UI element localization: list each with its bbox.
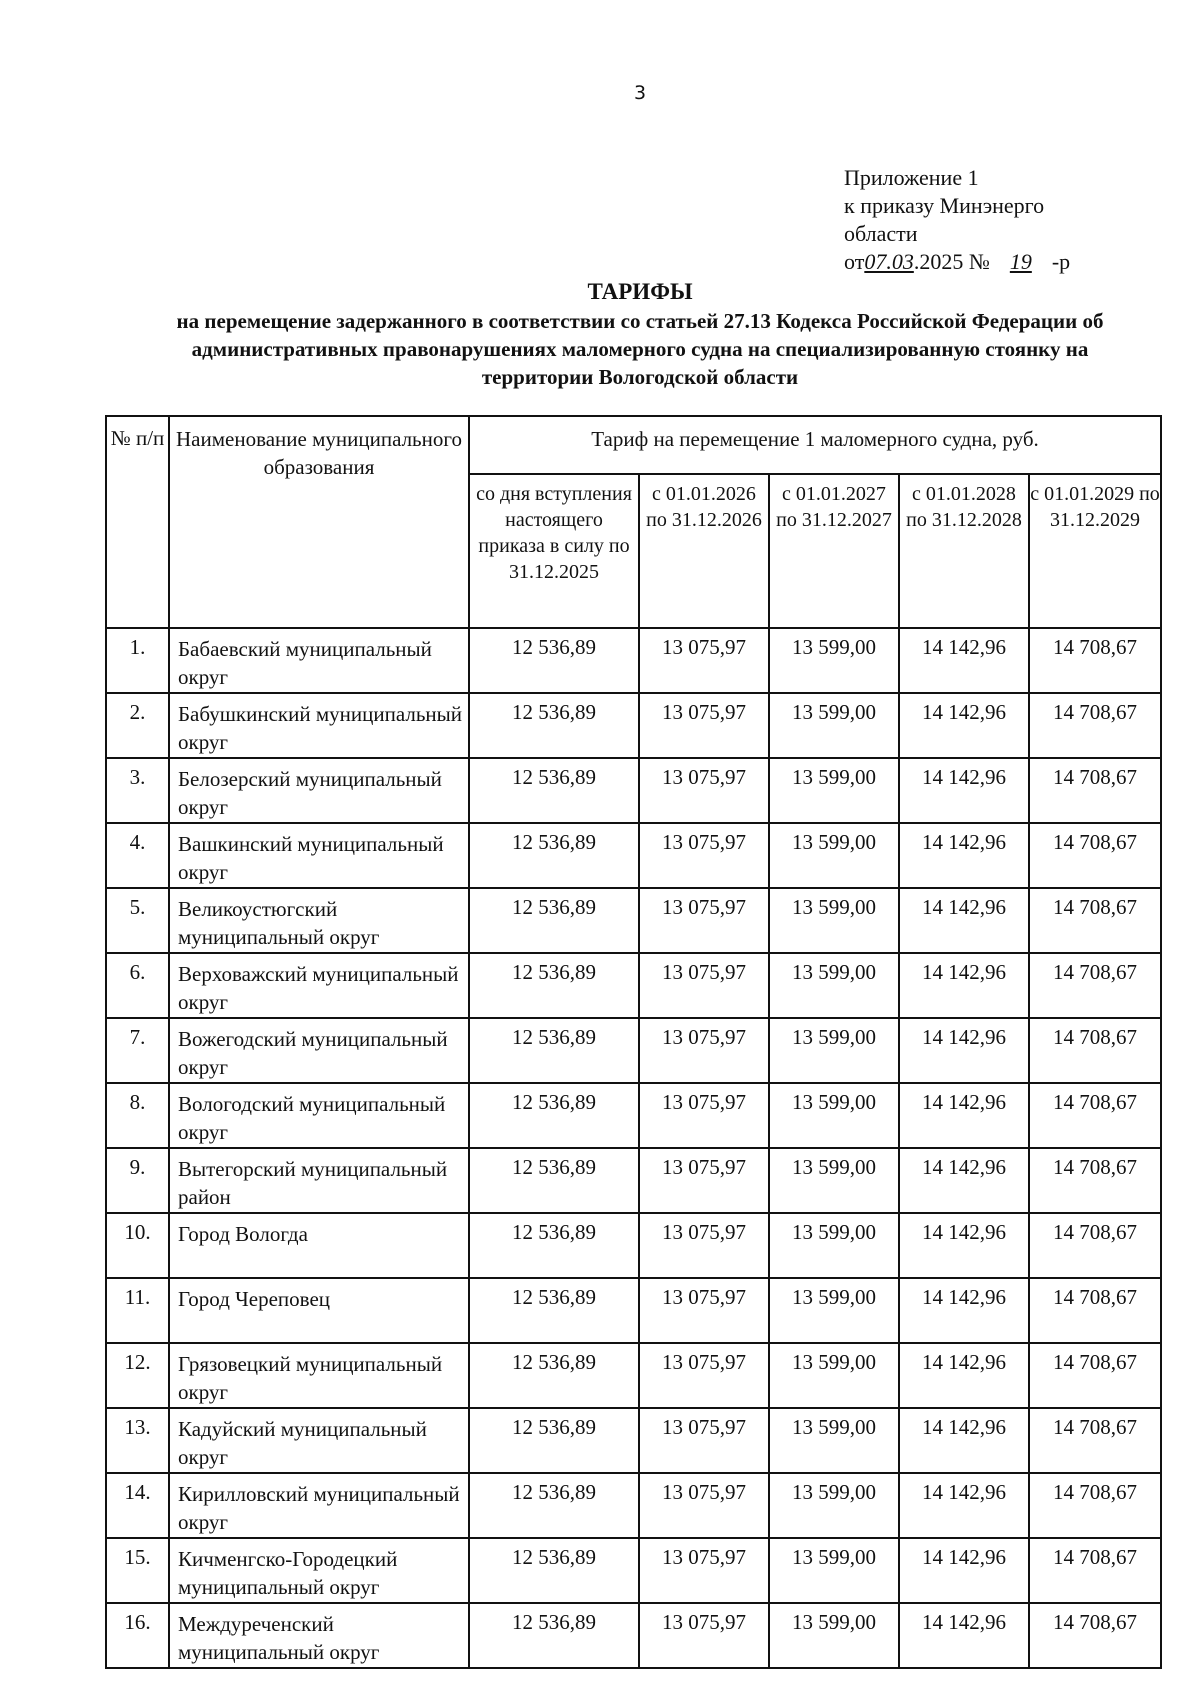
municipality-name: Кирилловский муниципальный округ bbox=[169, 1473, 469, 1538]
header-period-2026: с 01.01.2026 по 31.12.2026 bbox=[639, 474, 769, 628]
tariff-value: 14 708,67 bbox=[1029, 1018, 1161, 1083]
table-row bbox=[106, 628, 1161, 693]
tariff-value: 14 142,96 bbox=[899, 1603, 1029, 1668]
tariff-value: 13 599,00 bbox=[769, 1018, 899, 1083]
tariff-value: 13 075,97 bbox=[639, 1473, 769, 1538]
tariff-table bbox=[105, 415, 1162, 1669]
tariff-value: 13 599,00 bbox=[769, 1408, 899, 1473]
row-number: 1. bbox=[106, 628, 169, 693]
tariff-value: 12 536,89 bbox=[469, 1538, 639, 1603]
tariff-value: 14 142,96 bbox=[899, 953, 1029, 1018]
tariff-value: 14 708,67 bbox=[1029, 888, 1161, 953]
date-day: 07.03 bbox=[864, 249, 914, 274]
tariff-value: 14 708,67 bbox=[1029, 823, 1161, 888]
table-row bbox=[106, 953, 1161, 1018]
tariff-value: 14 708,67 bbox=[1029, 628, 1161, 693]
tariff-value: 13 075,97 bbox=[639, 888, 769, 953]
table-row bbox=[106, 693, 1161, 758]
municipality-name: Вашкинский муниципальный округ bbox=[169, 823, 469, 888]
municipality-name: Кичменгско-Городецкий муниципальный округ bbox=[169, 1538, 469, 1603]
table-row bbox=[106, 758, 1161, 823]
tariff-value: 12 536,89 bbox=[469, 1213, 639, 1278]
tariff-value: 13 075,97 bbox=[639, 758, 769, 823]
tariff-value: 13 075,97 bbox=[639, 1408, 769, 1473]
tariff-value: 14 142,96 bbox=[899, 628, 1029, 693]
date-prefix: от bbox=[844, 249, 865, 274]
tariff-value: 14 708,67 bbox=[1029, 1473, 1161, 1538]
tariff-value: 13 075,97 bbox=[639, 1538, 769, 1603]
tariff-value: 12 536,89 bbox=[469, 1408, 639, 1473]
appendix-date-line bbox=[844, 248, 1144, 276]
row-number: 7. bbox=[106, 1018, 169, 1083]
row-number: 4. bbox=[106, 823, 169, 888]
tariff-value: 14 142,96 bbox=[899, 693, 1029, 758]
tariff-value: 13 599,00 bbox=[769, 1538, 899, 1603]
tariff-value: 13 599,00 bbox=[769, 693, 899, 758]
tariff-value: 14 708,67 bbox=[1029, 1408, 1161, 1473]
tariff-value: 13 075,97 bbox=[639, 1083, 769, 1148]
header-period-2027: с 01.01.2027 по 31.12.2027 bbox=[769, 474, 899, 628]
tariff-value: 14 142,96 bbox=[899, 1538, 1029, 1603]
tariff-value: 14 708,67 bbox=[1029, 1213, 1161, 1278]
tariff-value: 14 708,67 bbox=[1029, 1603, 1161, 1668]
tariff-value: 14 708,67 bbox=[1029, 758, 1161, 823]
municipality-name: Вытегорский муниципальный район bbox=[169, 1148, 469, 1213]
tariff-value: 14 708,67 bbox=[1029, 1148, 1161, 1213]
tariff-value: 13 075,97 bbox=[639, 1603, 769, 1668]
tariff-value: 14 142,96 bbox=[899, 1473, 1029, 1538]
table-row bbox=[106, 823, 1161, 888]
municipality-name: Бабушкинский муниципальный округ bbox=[169, 693, 469, 758]
page-number: 3 bbox=[633, 82, 647, 104]
row-number: 2. bbox=[106, 693, 169, 758]
table-row bbox=[106, 1538, 1161, 1603]
tariff-value: 13 075,97 bbox=[639, 953, 769, 1018]
tariff-value: 14 142,96 bbox=[899, 1408, 1029, 1473]
tariff-value: 14 142,96 bbox=[899, 1083, 1029, 1148]
tariff-value: 12 536,89 bbox=[469, 628, 639, 693]
tariff-value: 13 599,00 bbox=[769, 1083, 899, 1148]
tariff-value: 14 708,67 bbox=[1029, 1083, 1161, 1148]
municipality-name: Междуреченский муниципальный округ bbox=[169, 1603, 469, 1668]
municipality-name: Белозерский муниципальный округ bbox=[169, 758, 469, 823]
municipality-name: Грязовецкий муниципальный округ bbox=[169, 1343, 469, 1408]
date-rest: .2025 № bbox=[913, 249, 990, 274]
tariff-value: 13 075,97 bbox=[639, 1213, 769, 1278]
header-period-2025: со дня вступления настоящего приказа в силу по 31.12.2025 bbox=[469, 474, 639, 628]
tariff-value: 12 536,89 bbox=[469, 1473, 639, 1538]
tariff-value: 14 142,96 bbox=[899, 1278, 1029, 1343]
tariff-value: 13 075,97 bbox=[639, 1343, 769, 1408]
row-number: 13. bbox=[106, 1408, 169, 1473]
tariff-value: 13 599,00 bbox=[769, 1278, 899, 1343]
tariff-value: 12 536,89 bbox=[469, 1148, 639, 1213]
table-row bbox=[106, 1408, 1161, 1473]
tariff-value: 13 599,00 bbox=[769, 1603, 899, 1668]
tariff-value: 13 075,97 bbox=[639, 1018, 769, 1083]
tariff-value: 12 536,89 bbox=[469, 1083, 639, 1148]
tariff-value: 14 142,96 bbox=[899, 1213, 1029, 1278]
row-number: 6. bbox=[106, 953, 169, 1018]
row-number: 5. bbox=[106, 888, 169, 953]
order-suffix: -р bbox=[1051, 249, 1071, 274]
tariff-value: 13 599,00 bbox=[769, 1343, 899, 1408]
tariff-value: 14 708,67 bbox=[1029, 1538, 1161, 1603]
tariff-value: 12 536,89 bbox=[469, 1018, 639, 1083]
tariff-value: 12 536,89 bbox=[469, 693, 639, 758]
municipality-name: Вологодский муниципальный округ bbox=[169, 1083, 469, 1148]
municipality-name: Великоустюгский муниципальный округ bbox=[169, 888, 469, 953]
header-tariff: Тариф на перемещение 1 маломерного судна, руб. bbox=[469, 416, 1161, 474]
tariff-value: 12 536,89 bbox=[469, 953, 639, 1018]
document-title: ТАРИФЫ bbox=[587, 279, 693, 304]
row-number: 14. bbox=[106, 1473, 169, 1538]
table-row bbox=[106, 1278, 1161, 1343]
row-number: 12. bbox=[106, 1343, 169, 1408]
row-number: 9. bbox=[106, 1148, 169, 1213]
table-row bbox=[106, 1473, 1161, 1538]
municipality-name: Бабаевский муниципальный округ bbox=[169, 628, 469, 693]
row-number: 11. bbox=[106, 1278, 169, 1343]
header-number: № п/п bbox=[106, 416, 169, 628]
document-subtitle: на перемещение задержанного в соответствии со статьей 27.13 Кодекса Российской Федерации об административных правонарушениях маломерного судна на специализированную стоянку на территории Вологодской области bbox=[176, 309, 1104, 389]
tariff-value: 14 708,67 bbox=[1029, 953, 1161, 1018]
header-period-2028: с 01.01.2028 по 31.12.2028 bbox=[899, 474, 1029, 628]
tariff-value: 13 075,97 bbox=[639, 693, 769, 758]
tariff-value: 12 536,89 bbox=[469, 758, 639, 823]
tariff-value: 14 142,96 bbox=[899, 1343, 1029, 1408]
municipality-name: Кадуйский муниципальный округ bbox=[169, 1408, 469, 1473]
municipality-name: Город Вологда bbox=[169, 1213, 469, 1278]
tariff-value: 13 599,00 bbox=[769, 1148, 899, 1213]
tariff-value: 13 075,97 bbox=[639, 628, 769, 693]
table-row bbox=[106, 1148, 1161, 1213]
table-row bbox=[106, 888, 1161, 953]
appendix-line-3: области bbox=[844, 221, 918, 246]
tariff-value: 14 142,96 bbox=[899, 1148, 1029, 1213]
tariff-value: 14 708,67 bbox=[1029, 693, 1161, 758]
tariff-value: 12 536,89 bbox=[469, 1343, 639, 1408]
tariff-value: 13 075,97 bbox=[639, 823, 769, 888]
table-row bbox=[106, 1343, 1161, 1408]
row-number: 8. bbox=[106, 1083, 169, 1148]
tariff-value: 13 599,00 bbox=[769, 823, 899, 888]
tariff-value: 14 708,67 bbox=[1029, 1343, 1161, 1408]
tariff-value: 13 599,00 bbox=[769, 953, 899, 1018]
tariff-value: 14 142,96 bbox=[899, 758, 1029, 823]
appendix-line-1: Приложение 1 bbox=[844, 165, 979, 190]
table-row bbox=[106, 1083, 1161, 1148]
order-number: 19 bbox=[1009, 249, 1032, 274]
tariff-value: 14 142,96 bbox=[899, 823, 1029, 888]
row-number: 15. bbox=[106, 1538, 169, 1603]
tariff-value: 14 142,96 bbox=[899, 1018, 1029, 1083]
tariff-value: 13 599,00 bbox=[769, 1213, 899, 1278]
row-number: 3. bbox=[106, 758, 169, 823]
header-municipality: Наименование муниципального образования bbox=[169, 416, 469, 628]
tariff-value: 14 708,67 bbox=[1029, 1278, 1161, 1343]
row-number: 10. bbox=[106, 1213, 169, 1278]
tariff-value: 12 536,89 bbox=[469, 888, 639, 953]
table-row bbox=[106, 1213, 1161, 1278]
table-body bbox=[106, 628, 1161, 1668]
tariff-value: 13 599,00 bbox=[769, 628, 899, 693]
appendix-line-2: к приказу Минэнерго bbox=[844, 193, 1045, 218]
municipality-name: Город Череповец bbox=[169, 1278, 469, 1343]
tariff-value: 13 599,00 bbox=[769, 1473, 899, 1538]
appendix-block bbox=[844, 164, 1144, 276]
tariff-value: 13 075,97 bbox=[639, 1278, 769, 1343]
header-period-2029: с 01.01.2029 по 31.12.2029 bbox=[1029, 474, 1161, 628]
municipality-name: Верховажский муниципальный округ bbox=[169, 953, 469, 1018]
tariff-value: 12 536,89 bbox=[469, 823, 639, 888]
table-row bbox=[106, 1603, 1161, 1668]
tariff-value: 13 075,97 bbox=[639, 1148, 769, 1213]
tariff-value: 13 599,00 bbox=[769, 758, 899, 823]
municipality-name: Вожегодский муниципальный округ bbox=[169, 1018, 469, 1083]
tariff-value: 14 142,96 bbox=[899, 888, 1029, 953]
row-number: 16. bbox=[106, 1603, 169, 1668]
tariff-value: 12 536,89 bbox=[469, 1278, 639, 1343]
tariff-value: 13 599,00 bbox=[769, 888, 899, 953]
tariff-value: 12 536,89 bbox=[469, 1603, 639, 1668]
table-row bbox=[106, 1018, 1161, 1083]
